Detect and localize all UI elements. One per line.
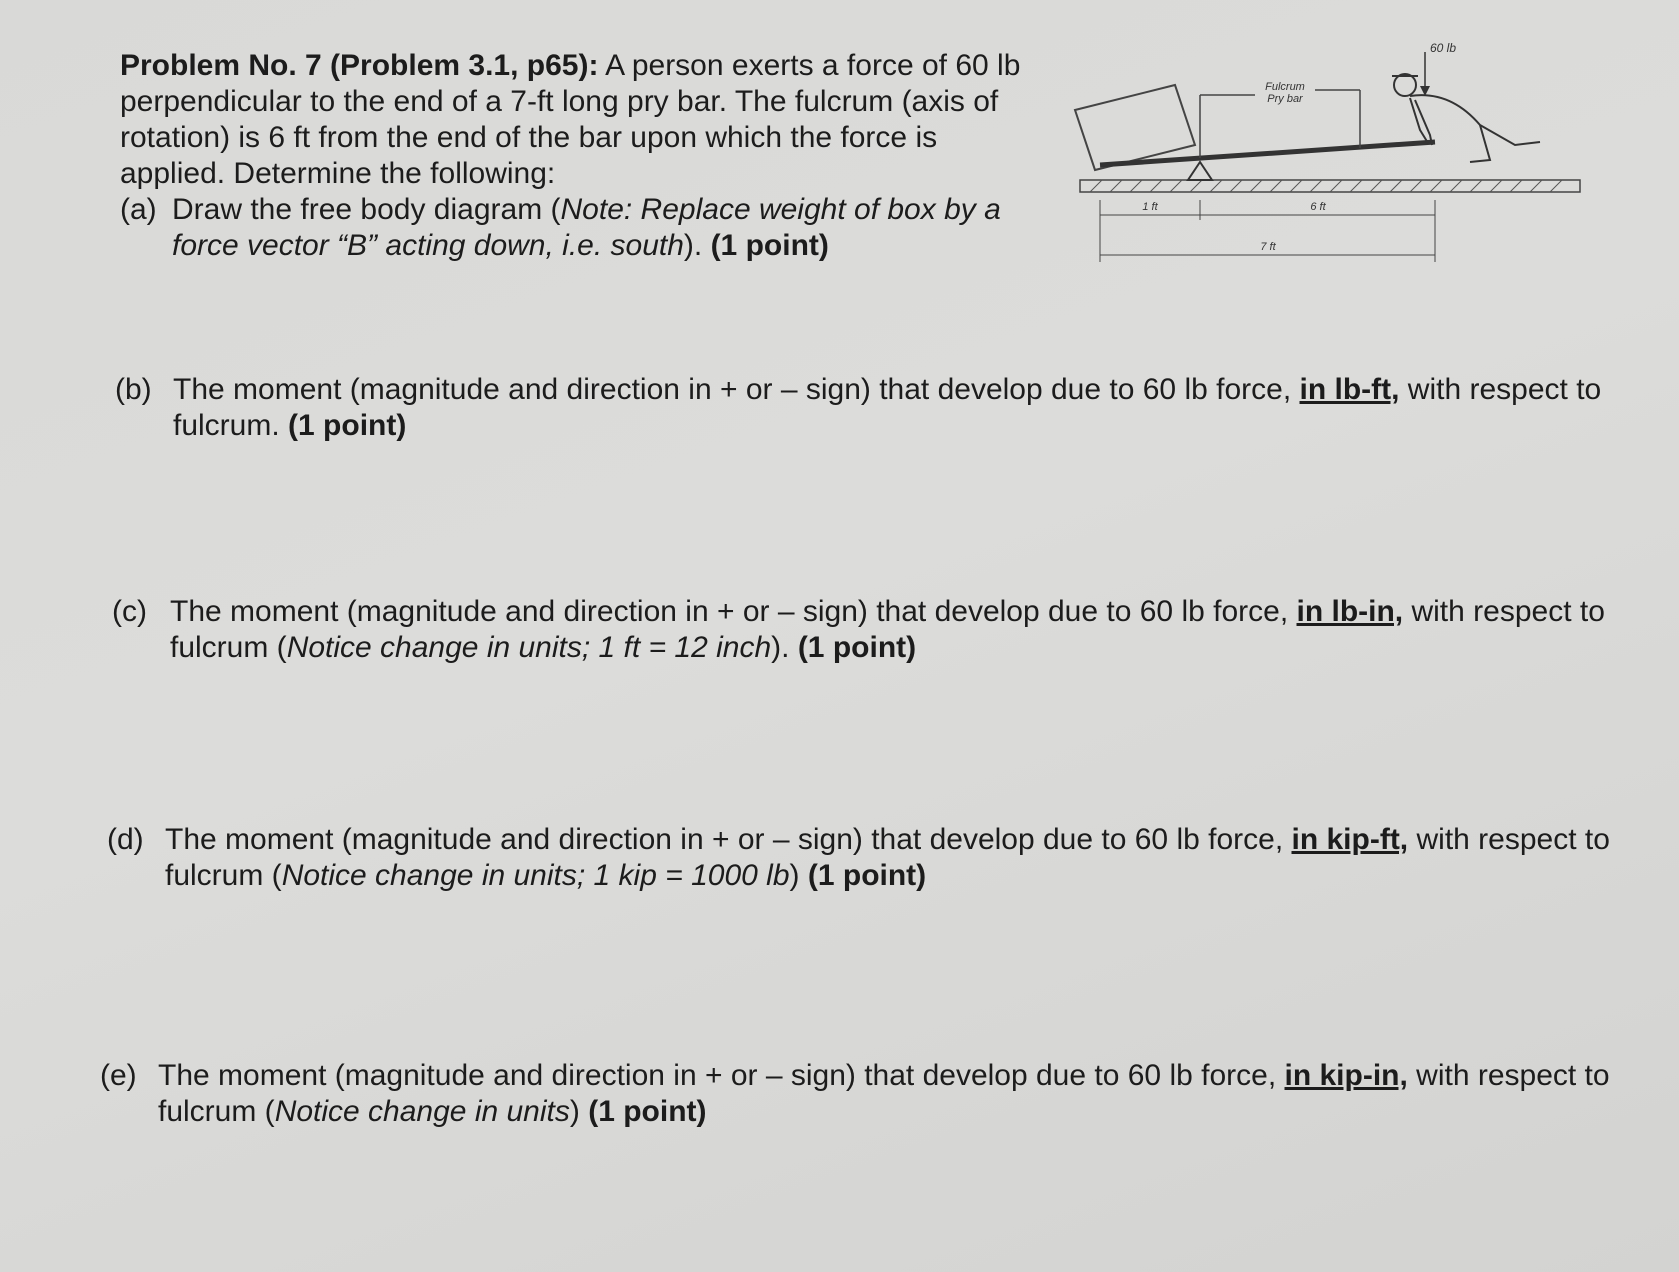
part-d-text1: The moment (magnitude and direction in + or – sign) that develop due to 60 lb force, [165, 823, 1292, 856]
fulcrum-label: Fulcrum [1265, 81, 1305, 93]
part-d-label: (d) [107, 823, 144, 856]
part-d-text2: with respect to fulcrum ( [165, 823, 1610, 892]
part-b-label: (b) [115, 373, 152, 406]
part-d-note: Notice change in units; 1 kip = 1000 lb [281, 859, 790, 892]
part-d-text3: ) [789, 859, 800, 892]
prybar-label: Pry bar [1267, 93, 1303, 105]
problem-statement [120, 48, 1040, 264]
pry-bar-diagram [1070, 30, 1590, 280]
ground-hatch [1090, 180, 1562, 192]
part-d [107, 822, 1667, 894]
part-e [100, 1058, 1670, 1130]
part-a-text2: ). [683, 229, 703, 262]
part-b-text1: The moment (magnitude and direction in + or – sign) that develop due to 60 lb force, [173, 373, 1300, 406]
part-e-note: Notice change in units [274, 1095, 570, 1128]
part-b-units: in lb-ft, [1299, 373, 1400, 406]
part-b-text2: with respect to fulcrum. [173, 373, 1602, 442]
pry-bar [1100, 142, 1435, 165]
part-e-text [158, 1058, 1670, 1130]
part-a-label: (a) [120, 193, 157, 226]
intro-paragraph [120, 48, 1040, 192]
part-b-text [173, 372, 1635, 444]
dim-7ft: 7 ft [1260, 241, 1276, 253]
part-a-points: (1 point) [702, 229, 829, 262]
part-e-text1: The moment (magnitude and direction in + or – sign) that develop due to 60 lb force, [158, 1059, 1285, 1092]
part-d-points: (1 point) [799, 859, 927, 892]
dim-1ft: 1 ft [1142, 201, 1158, 213]
part-a [120, 192, 1040, 264]
part-c-units: in lb-in, [1296, 595, 1404, 628]
part-c-label: (c) [112, 595, 147, 628]
dim-6ft: 6 ft [1310, 201, 1326, 213]
pry-bar-figure [1070, 30, 1590, 280]
part-a-note: Note: Replace weight of box by a force vector “B” acting down, i.e. south [172, 193, 1001, 262]
person-figure [1392, 74, 1540, 162]
force-label: 60 lb [1430, 41, 1457, 55]
part-e-text2: with respect to fulcrum ( [158, 1059, 1610, 1128]
part-e-points: (1 point) [579, 1095, 707, 1128]
part-b-points: (1 point) [288, 409, 407, 442]
part-a-text1: Draw the free body diagram ( [172, 193, 561, 226]
part-c-note: Notice change in units; 1 ft = 12 inch [286, 631, 772, 664]
part-c-text1: The moment (magnitude and direction in + or – sign) that develop due to 60 lb force, [170, 595, 1297, 628]
problem-heading: Problem No. 7 (Problem 3.1, p65): [120, 49, 599, 82]
part-c-text [170, 594, 1652, 666]
part-d-text [165, 822, 1667, 894]
part-d-units: in kip-ft, [1291, 823, 1409, 856]
part-c [112, 594, 1652, 666]
fulcrum-triangle [1188, 162, 1212, 180]
part-e-text3: ) [569, 1095, 580, 1128]
part-e-label: (e) [100, 1059, 137, 1092]
part-c-points: (1 point) [789, 631, 917, 664]
part-a-text [172, 192, 1040, 264]
ground [1080, 180, 1580, 192]
problem-text: A person exerts a force of 60 lb perpendicular to the end of a 7-ft long pry bar. The fulcrum (axis of rotation) is 6 ft from the end of the bar upon which the force is applied. Determine the following: [120, 49, 1021, 190]
part-c-text3: ). [771, 631, 790, 664]
part-e-units: in kip-in, [1284, 1059, 1408, 1092]
part-b [115, 372, 1635, 444]
part-c-text2: with respect to fulcrum ( [170, 595, 1605, 664]
